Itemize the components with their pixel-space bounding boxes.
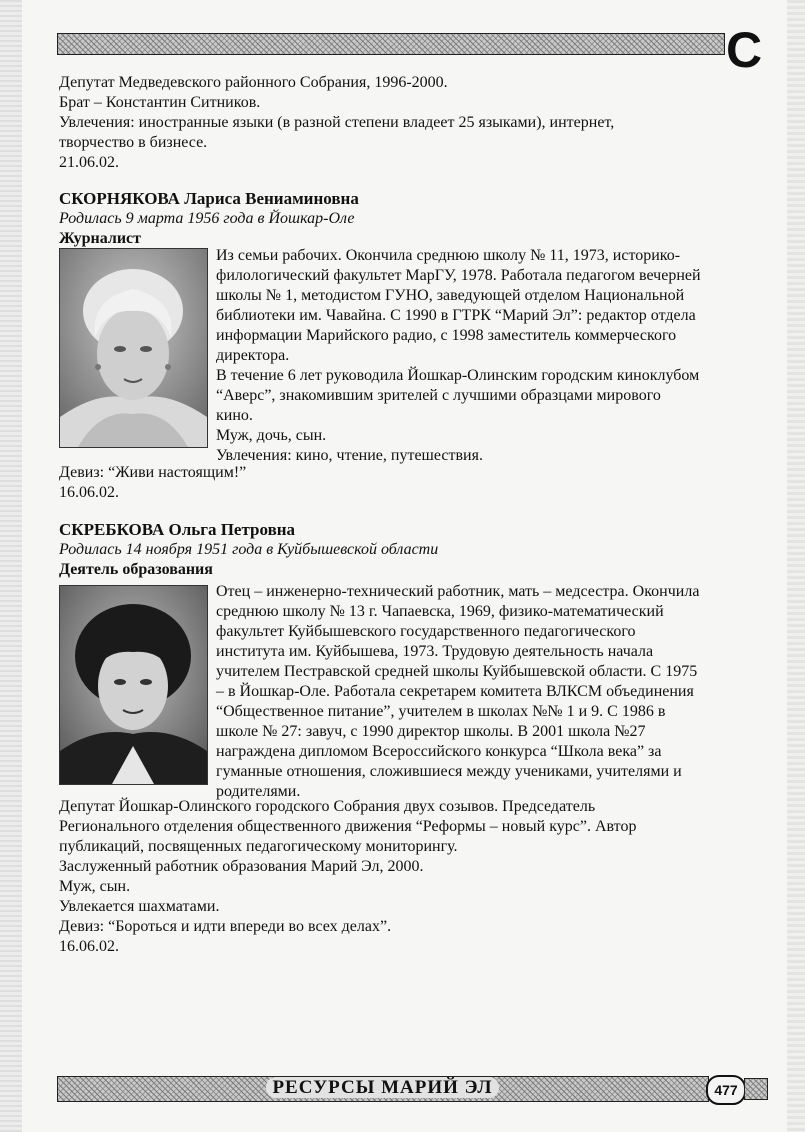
text-line: учителем Пестравской средней школы Куйбышевской области. С 1975	[216, 663, 698, 680]
text-line: “Общественное питание”, учителем в школах №№ 1 и 9. С 1986 в	[216, 703, 666, 720]
birth-info: Родилась 14 ноября 1951 года в Куйбышевской области	[59, 541, 439, 558]
biography-text	[216, 582, 761, 802]
scan-edge-left	[0, 0, 22, 1132]
text-line: творчество в бизнесе.	[59, 134, 208, 151]
text-line: Муж, дочь, сын.	[216, 427, 327, 444]
text-line: Девиз: “Бороться и идти впереди во всех делах”.	[59, 918, 392, 935]
entry-footer-text	[59, 797, 749, 957]
entry-header	[59, 520, 749, 580]
footer-bar-tail	[744, 1078, 768, 1100]
text-line: Брат – Константин Ситников.	[59, 94, 261, 111]
profession: Журналист	[59, 230, 142, 247]
text-line: Депутат Медведевского районного Собрания, 1996-2000.	[59, 74, 448, 91]
text-line: Отец – инженерно-технический работник, мать – медсестра. Окончила	[216, 583, 700, 600]
portrait-photo	[59, 248, 208, 448]
text-line: филологический факультет МарГУ, 1978. Работала педагогом вечерней	[216, 267, 701, 284]
section-letter: С	[726, 22, 763, 78]
entry-header	[59, 189, 749, 249]
biography-text	[216, 246, 761, 466]
text-line: Увлечения: иностранные языки (в разной степени владеет 25 языками), интернет,	[59, 114, 615, 131]
header-decorative-bar	[57, 33, 725, 55]
text-line: публикаций, посвященных педагогическому мониторингу.	[59, 838, 458, 855]
text-line: Девиз: “Живи настоящим!”	[59, 464, 247, 481]
text-line: 16.06.02.	[59, 938, 119, 955]
text-line: Муж, сын.	[59, 878, 131, 895]
text-line: В течение 6 лет руководила Йошкар-Олинским городским киноклубом	[216, 367, 700, 384]
text-line: факультет Куйбышевского государственного педагогического	[216, 623, 636, 640]
text-line: Увлечения: кино, чтение, путешествия.	[216, 447, 483, 464]
text-line: – в Йошкар-Оле. Работала секретарем комитета ВЛКСМ объединения	[216, 683, 694, 700]
text-line: награждена дипломом Всероссийского конкурса “Школа века” за	[216, 743, 662, 760]
entry-footer-text	[59, 463, 749, 503]
text-line: 21.06.02.	[59, 154, 119, 171]
text-line: директора.	[216, 347, 290, 364]
text-line: гуманные отношения, сложившиеся между учениками, учителями и	[216, 763, 682, 780]
footer-title-text: РЕСУРСЫ МАРИЙ ЭЛ	[266, 1077, 498, 1098]
person-name: СКОРНЯКОВА Лариса Вениаминовна	[59, 189, 359, 208]
text-line: школе № 27: завуч, с 1990 директор школы. В 2001 школа №27	[216, 723, 646, 740]
page-number: 477	[706, 1075, 746, 1105]
portrait-image	[60, 586, 207, 784]
text-line: Заслуженный работник образования Марий Эл, 2000.	[59, 858, 424, 875]
text-line: института им. Куйбышева, 1973. Трудовую деятельность начала	[216, 643, 654, 660]
text-line: школы № 1, методистом ГУНО, заведующей отделом Национальной	[216, 287, 685, 304]
text-line: среднюю школу № 13 г. Чапаевска, 1969, физико-математический	[216, 603, 664, 620]
text-line: библиотеки им. Чавайна. С 1990 в ГТРК “Марий Эл”: редактор отдела	[216, 307, 696, 324]
footer-title	[0, 1076, 805, 1100]
text-line: Регионального отделения общественного движения “Реформы – новый курс”. Автор	[59, 818, 637, 835]
text-line: “Аверс”, знакомившим зрителей с лучшими образцами мирового	[216, 387, 661, 404]
portrait-photo	[59, 585, 208, 785]
text-line: информации Марийского радио, с 1998 заместитель коммерческого	[216, 327, 677, 344]
text-line: Депутат Йошкар-Олинского городского Собрания двух созывов. Председатель	[59, 798, 596, 815]
birth-info: Родилась 9 марта 1956 года в Йошкар-Оле	[59, 210, 355, 227]
text-line: 16.06.02.	[59, 484, 119, 501]
intro-text	[59, 73, 749, 173]
text-line: кино.	[216, 407, 253, 424]
person-name: СКРЕБКОВА Ольга Петровна	[59, 520, 296, 539]
profession: Деятель образования	[59, 561, 213, 578]
scan-edge-right	[787, 0, 805, 1132]
portrait-image	[60, 249, 207, 447]
text-line: Увлекается шахматами.	[59, 898, 220, 915]
text-line: Из семьи рабочих. Окончила среднюю школу № 11, 1973, историко-	[216, 247, 681, 264]
text-line: родителями.	[216, 783, 301, 800]
